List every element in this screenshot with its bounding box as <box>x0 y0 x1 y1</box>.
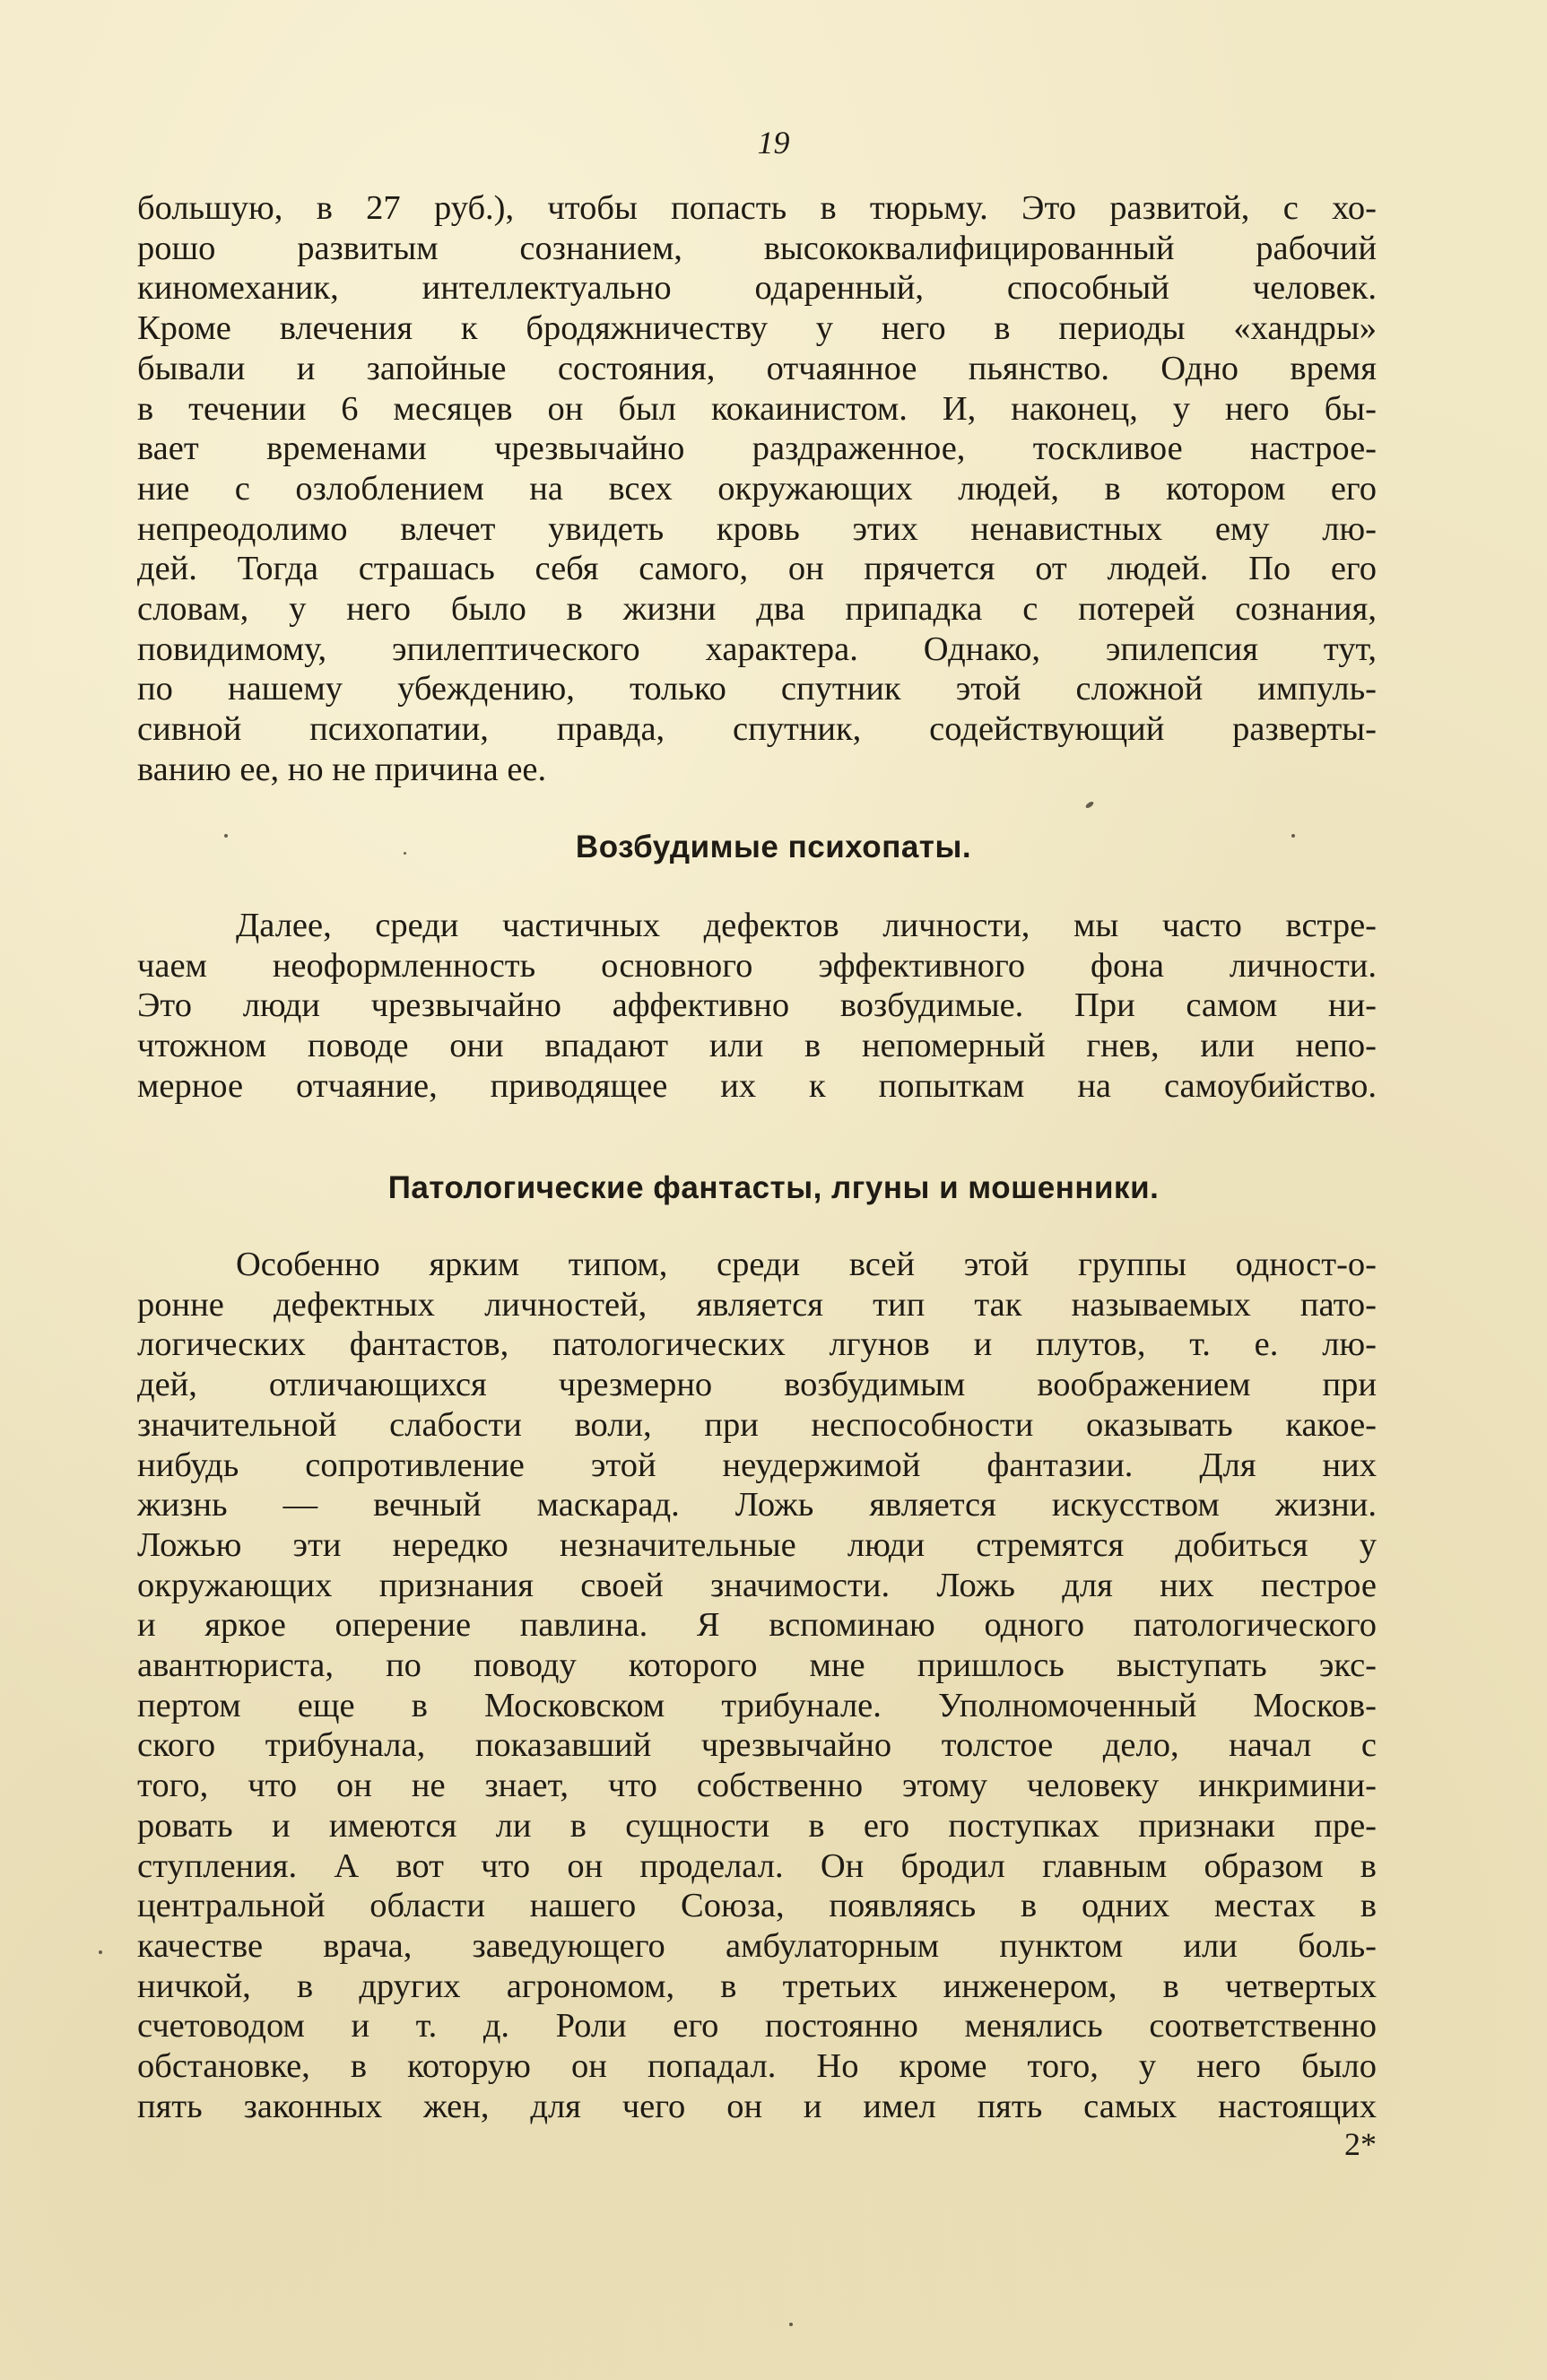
text-line: центральной области нашего Союза, появляясь в одних местах в <box>137 1887 1377 1925</box>
paper-speck <box>789 2323 793 2326</box>
paper-speck <box>404 852 406 855</box>
text-line: ние с озлоблением на всех окружающих людей, в котором его <box>137 469 1377 508</box>
text-line: окружающих признания своей значимости. Ложь для них пестрое <box>137 1566 1377 1604</box>
text-line: Особенно ярким типом, среди всей этой группы одност-о- <box>236 1246 1377 1283</box>
text-line: мерное отчаяние, приводящее их к попыткам на самоубийство. <box>137 1066 1377 1105</box>
text-line: пять законных жен, для чего он и имел пять самых настоящих <box>137 2087 1377 2125</box>
text-line: дей, отличающихся чрезмерно возбудимым воображением при <box>137 1366 1377 1404</box>
text-line: пертом еще в Московском трибунале. Уполномоченный Москов- <box>137 1686 1377 1724</box>
fantasists-paragraph <box>137 1245 1377 2126</box>
text-line: логических фантастов, патологических лгунов и плутов, т. е. лю- <box>137 1325 1377 1364</box>
text-line: жизнь — вечный маскарад. Ложь является искусством жизни. <box>137 1486 1377 1524</box>
text-line: значительной слабости воли, при неспособности оказывать какое- <box>137 1405 1377 1444</box>
text-line: большую, в 27 руб.), чтобы попасть в тюрьму. Это развитой, с хо- <box>137 189 1377 227</box>
text-line: повидимому, эпилептического характера. Однако, эпилепсия тут, <box>137 630 1377 668</box>
text-line: Ложью эти нередко незначительные люди стремятся добиться у <box>137 1525 1377 1564</box>
intro-paragraph <box>137 188 1377 790</box>
text-line: киномеханик, интеллектуально одаренный, способный человек. <box>137 269 1377 308</box>
text-line: того, что он не знает, что собственно этому человеку инкримини- <box>137 1767 1377 1805</box>
text-line: ничкой, в других агрономом, в третьих инженером, в четвертых <box>137 1967 1377 2005</box>
text-line: сивной психопатии, правда, спутник, содействующий разверты- <box>137 710 1377 749</box>
paper-speck <box>1291 834 1295 838</box>
text-line: нибудь сопротивление этой неудержимой фантазии. Для них <box>137 1446 1377 1484</box>
text-line: бывали и запойные состояния, отчаянное пьянство. Одно время <box>137 349 1377 387</box>
text-line: чаем неоформленность основного эффективного фона личности. <box>137 946 1377 985</box>
text-line: рошо развитым сознанием, высококвалифицированный рабочий <box>137 229 1377 267</box>
text-line: счетоводом и т. д. Роли его постоянно менялись соответственно <box>137 2007 1377 2046</box>
text-line: чтожном поводе они впадают или в непомерный гнев, или непо- <box>137 1027 1377 1065</box>
text-line: и яркое оперение павлина. Я вспоминаю одного патологического <box>137 1606 1377 1645</box>
text-line: словам, у него было в жизни два припадка с потерей сознания, <box>137 590 1377 629</box>
paper-speck <box>1084 801 1094 810</box>
text-line: ровать и имеются ли в сущности в его поступках признаки пре- <box>137 1806 1377 1845</box>
text-line: непреодолимо влечет увидеть кровь этих ненавистных ему лю- <box>137 509 1377 548</box>
text-line: авантюриста, по поводу которого мне пришлось выступать экс- <box>137 1646 1377 1685</box>
section-heading-excitable: Возбудимые психопаты. <box>575 830 972 864</box>
text-line: ского трибунала, показавший чрезвычайно толстое дело, начал с <box>137 1726 1377 1765</box>
text-line: Далее, среди частичных дефектов личности, мы часто встре- <box>236 907 1377 944</box>
text-line: Это люди чрезвычайно аффективно возбудимые. При самом ни- <box>137 986 1377 1025</box>
text-line: ступления. А вот что он проделал. Он бродил главным образом в <box>137 1846 1377 1885</box>
text-line: дей. Тогда страшась себя самого, он прячется от людей. По его <box>137 550 1377 588</box>
text-line: ванию ее, но не причина ее. <box>137 750 547 788</box>
page-number: 19 <box>757 125 790 161</box>
text-line: вает временами чрезвычайно раздраженное, тоскливое настрое- <box>137 430 1377 468</box>
paper-speck <box>224 834 228 838</box>
printer-signature-mark: 2* <box>1344 2126 1377 2162</box>
text-line: в течении 6 месяцев он был кокаинистом. И, наконец, у него бы- <box>137 389 1377 428</box>
text-line: обстановке, в которую он попадал. Но кроме того, у него было <box>137 2047 1377 2086</box>
text-line: по нашему убеждению, только спутник этой сложной импуль- <box>137 670 1377 708</box>
text-line: Кроме влечения к бродяжничеству у него в периоды «хандры» <box>137 309 1377 348</box>
text-line: качестве врача, заведующего амбулаторным пунктом или боль- <box>137 1926 1377 1965</box>
section-heading-fantasists: Патологические фантасты, лгуны и мошенники. <box>387 1170 1160 1205</box>
excitable-paragraph <box>137 906 1377 1107</box>
paper-speck <box>99 1950 102 1954</box>
text-line: ронне дефектных личностей, является тип так называемых пато- <box>137 1285 1377 1324</box>
